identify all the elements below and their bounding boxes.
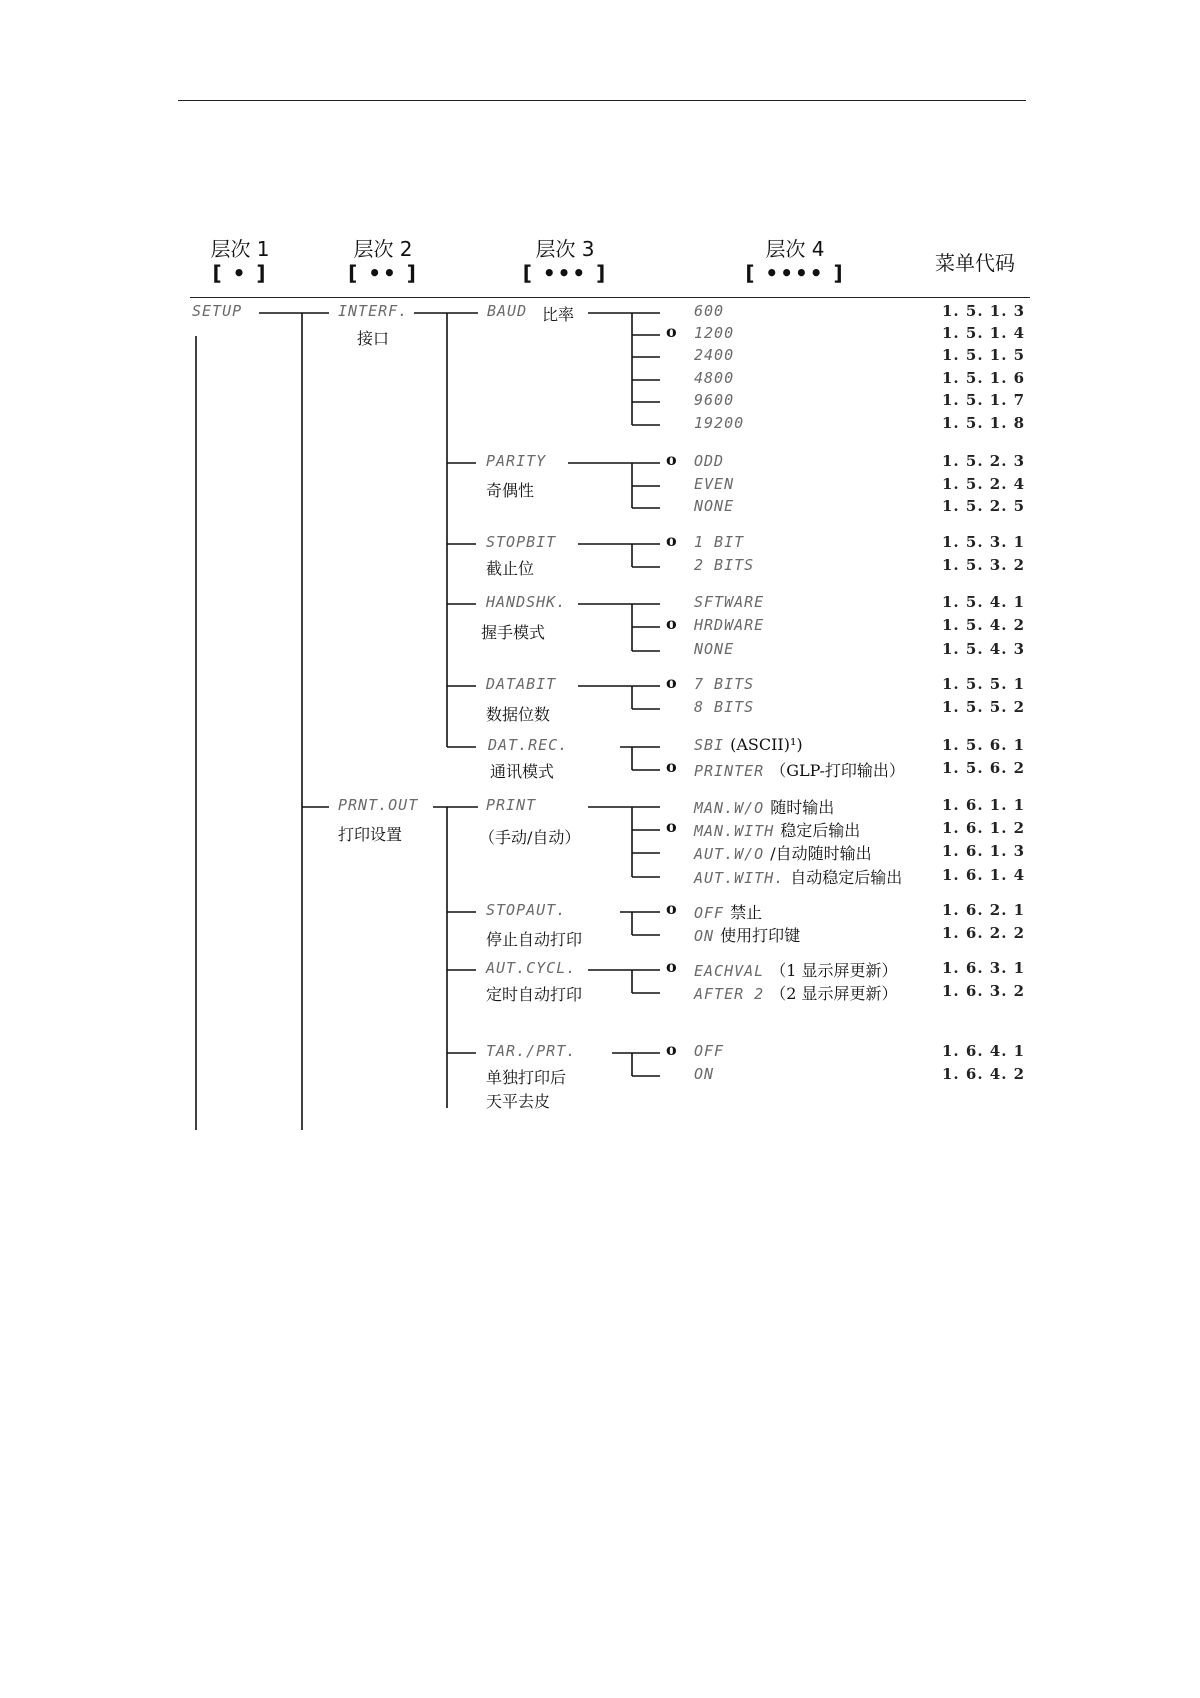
option-description: 自动稳定后输出 [790,868,903,887]
default-marker: o [666,957,677,976]
level3-stopbit-label: 截止位 [486,559,535,578]
default-marker: o [666,899,677,918]
menu-code: 1. 5. 6. 2 [942,759,1026,777]
option-lcd-inline: OFF [694,904,725,922]
level3-parity-lcd: PARITY [486,452,547,470]
menu-code: 1. 5. 2. 4 [942,475,1026,493]
option-row-text [694,900,762,923]
option-row-text [694,865,902,888]
option-lcd-inline: MAN.WITH [694,822,775,840]
level3-parity-label: 奇偶性 [486,481,535,500]
option-row-text [694,758,905,781]
option-description: （2 显示屏更新） [770,984,898,1003]
option-lcd-inline: AUT.WITH. [694,869,785,887]
level3-handshk-lcd: HANDSHK. [486,593,567,611]
menu-code: 1. 6. 4. 1 [942,1042,1026,1060]
option-row-text [694,841,872,864]
menu-code: 1. 5. 1. 5 [942,346,1026,364]
level3-baud-lcd: BAUD [487,302,528,320]
header-level4-dots: [ •••• ] [745,261,845,285]
option-lcd: HRDWARE [694,616,765,634]
header-level4: 层次 4 [765,237,825,261]
menu-code: 1. 5. 1. 8 [942,414,1026,432]
level3-databit-lcd: DATABIT [486,675,557,693]
option-lcd: EVEN [694,475,735,493]
option-lcd-inline: PRINTER [694,762,765,780]
menu-code: 1. 5. 3. 1 [942,533,1026,551]
option-lcd: 7 BITS [694,675,755,693]
default-marker: o [666,531,677,550]
level2-interf-lcd: INTERF. [338,302,409,320]
menu-code: 1. 5. 6. 1 [942,736,1026,754]
option-lcd: 1 BIT [694,533,745,551]
default-marker: o [666,673,677,692]
option-lcd-inline: AUT.W/O [694,845,765,863]
option-lcd: 1200 [694,324,735,342]
menu-code: 1. 5. 2. 5 [942,497,1026,515]
option-row-text [694,818,860,841]
menu-code: 1. 5. 1. 3 [942,302,1026,320]
level3-autcycl-lcd: AUT.CYCL. [486,959,577,977]
level3-stopbit-lcd: STOPBIT [486,533,557,551]
menu-code: 1. 6. 1. 4 [942,866,1026,884]
option-lcd: NONE [694,497,735,515]
option-description: 稳定后输出 [780,821,861,840]
level3-tarprt-label2: 天平去皮 [486,1092,551,1111]
option-description: 禁止 [730,903,763,922]
option-lcd: 4800 [694,369,735,387]
menu-code: 1. 5. 5. 1 [942,675,1026,693]
option-description: （GLP-打印输出） [770,761,905,780]
menu-code: 1. 6. 2. 2 [942,924,1026,942]
option-description: /自动随时输出 [770,844,872,863]
option-row-text [694,735,803,754]
menu-code: 1. 6. 1. 3 [942,842,1026,860]
level3-baud-label: 比率 [542,305,575,324]
header-level3-dots: [ ••• ] [522,261,608,285]
menu-code: 1. 5. 2. 3 [942,452,1026,470]
menu-code: 1. 5. 1. 4 [942,324,1026,342]
menu-code: 1. 5. 1. 6 [942,369,1026,387]
default-marker: o [666,1040,677,1059]
header-menu-code: 菜单代码 [935,251,1015,275]
option-row-text [694,923,800,946]
option-lcd: 8 BITS [694,698,755,716]
option-description: 随时输出 [770,798,835,817]
option-lcd-inline: SBI [694,736,725,754]
option-lcd: ODD [694,452,725,470]
level3-print-lcd: PRINT [486,796,537,814]
option-lcd: SFTWARE [694,593,765,611]
menu-code: 1. 5. 4. 1 [942,593,1026,611]
menu-code: 1. 5. 5. 2 [942,698,1026,716]
menu-code: 1. 6. 3. 2 [942,982,1026,1000]
option-lcd-inline: MAN.W/O [694,799,765,817]
menu-code: 1. 5. 4. 2 [942,616,1026,634]
menu-code: 1. 6. 1. 2 [942,819,1026,837]
option-row-text [694,795,834,818]
option-lcd: 2 BITS [694,556,755,574]
menu-code: 1. 5. 3. 2 [942,556,1026,574]
option-lcd-inline: AFTER 2 [694,985,765,1003]
level3-stopaut-label: 停止自动打印 [486,930,583,949]
level2-interf-label: 接口 [357,329,390,348]
level3-stopaut-lcd: STOPAUT. [486,901,567,919]
level3-tarprt-label: 单独打印后 [486,1068,567,1087]
default-marker: o [666,450,677,469]
option-row-text [694,958,898,981]
option-lcd: 9600 [694,391,735,409]
option-lcd: ON [694,1065,715,1083]
level3-databit-label: 数据位数 [486,705,551,724]
default-marker: o [666,817,677,836]
header-level1: 层次 1 [210,237,270,261]
menu-code: 1. 5. 4. 3 [942,640,1026,658]
level3-datrec-label: 通讯模式 [490,762,555,781]
menu-code: 1. 6. 4. 2 [942,1065,1026,1083]
option-lcd-inline: ON [694,927,715,945]
header-level3: 层次 3 [535,237,595,261]
option-lcd-inline: EACHVAL [694,962,765,980]
level2-prntout-lcd: PRNT.OUT [338,796,419,814]
option-description: （1 显示屏更新） [770,961,898,980]
option-lcd: OFF [694,1042,725,1060]
level3-print-label: （手动/自动） [479,828,581,847]
default-marker: o [666,322,677,341]
menu-code: 1. 6. 3. 1 [942,959,1026,977]
level2-prntout-label: 打印设置 [338,825,403,844]
level3-datrec-lcd: DAT.REC. [488,736,569,754]
default-marker: o [666,757,677,776]
menu-code: 1. 5. 1. 7 [942,391,1026,409]
header-level2-dots: [ •• ] [348,261,418,285]
menu-code: 1. 6. 1. 1 [942,796,1026,814]
option-lcd: 600 [694,302,725,320]
menu-code: 1. 6. 2. 1 [942,901,1026,919]
option-description: 使用打印键 [720,926,801,945]
default-marker: o [666,614,677,633]
option-lcd: 2400 [694,346,735,364]
option-description: (ASCII)¹) [730,735,803,754]
header-level1-dots: [ • ] [212,261,268,285]
level3-handshk-label: 握手模式 [481,623,546,642]
option-lcd: 19200 [694,414,745,432]
level3-tarprt-lcd: TAR./PRT. [486,1042,577,1060]
option-lcd: NONE [694,640,735,658]
level1-setup-lcd: SETUP [192,302,243,320]
header-level2: 层次 2 [353,237,413,261]
option-row-text [694,981,898,1004]
level3-autcycl-label: 定时自动打印 [486,985,583,1004]
